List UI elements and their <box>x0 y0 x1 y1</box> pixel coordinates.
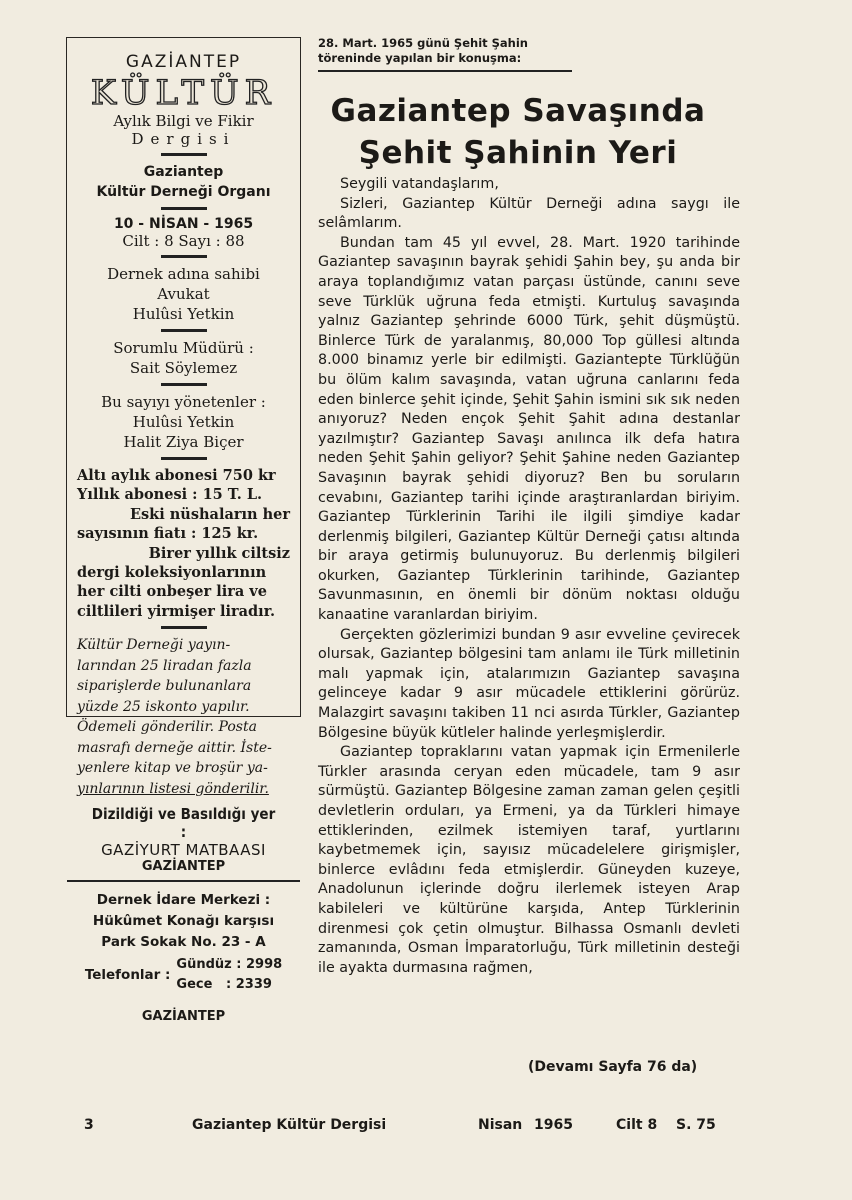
footer-issue: S. 75 <box>676 1117 716 1133</box>
divider <box>161 153 207 156</box>
phone-label: Telefonlar : <box>84 966 171 983</box>
article-body <box>318 175 740 978</box>
footer-year: 1965 <box>534 1117 573 1133</box>
divider <box>161 457 207 460</box>
divider <box>161 207 207 210</box>
printer-name: GAZİYURT MATBAASI <box>101 841 266 860</box>
paragraph: Bundan tam 45 yıl evvel, 28. Mart. 1920 tarihinde Gaziantep savaşının bayrak şehidi Şahin bey, şu anda bir araya toplandığımız vatan parçası üstünde, canını seve seve Türklük uğruna feda etmişti. Kurtuluş savaşında yalnız Gaziantep şehrinde 6000 Türk, şehit düşmüştü. Binlerce Türk de yaralanmış, 80,000 Top güllesi altında 8.000 binamız yerle bir edilmişti. Gaziantepte Türklüğün bu ölüm kalım savaşında, vatan uğruna canlarını feda eden binlerce şehit içinde, Şehit Şahin ismini sık sık neden anıyoruz? Neden ençok Şehit Şahit adına destanlar yazılmıştır? Gaziantep Savaşı anılınca ilk defa hatıra neden Şehit Şahin geliyor? Şehit Şahine neden Gaziantep Savaşının bayrak şehidi diyoruz? Ben bu soruların cevabını, Gaziantep tarihi içinde araştıranlardan biriyim. Gaziantep Türklerinin Tarihi ile ilgili şimdiye kadar derlenmiş bilgileri, Gaziantep Kültür Derneği çatısı altında bir araya getirmiş bulunuyoruz. Bu derlenmiş bilgileri okurken, Gaziantep Türklerinin tarihinde, Gaziantep Savunmasının, en önemli bir dönüm noktası olduğu kanaatine varanlardan biriyim. <box>318 234 740 624</box>
masthead-city: GAZİANTEP <box>125 52 242 72</box>
owner-title: Avukat <box>157 285 210 303</box>
phone-night: Gece : 2339 <box>176 976 272 992</box>
printed-at-label: Dizildiği ve Basıldığı yer : <box>91 805 276 842</box>
subscription-line: Birer yıllık ciltsiz <box>148 544 290 562</box>
page-number: 3 <box>84 1117 94 1133</box>
subscription-line: ciltlileri yirmişer liradır. <box>77 602 276 620</box>
divider <box>161 383 207 386</box>
managers-label: Bu sayıyı yönetenler : <box>101 393 266 411</box>
footer-volume: Cilt 8 <box>616 1117 658 1133</box>
subscription-line: Eski nüshaların her <box>129 505 290 523</box>
bottom-city: GAZİANTEP <box>141 1008 226 1024</box>
manager-name: Hulûsi Yetkin <box>132 413 235 431</box>
hq-line: Park Sokak No. 23 - A <box>101 933 266 950</box>
editor-name: Sait Söylemez <box>129 359 238 377</box>
article-headline <box>318 90 718 174</box>
footer-month: Nisan <box>478 1117 523 1133</box>
paragraph: Seygili vatandaşlarım, <box>340 176 499 192</box>
divider <box>318 70 572 72</box>
phones <box>77 955 290 995</box>
divider <box>161 329 207 332</box>
headline-line: Gaziantep Savaşında <box>330 93 706 129</box>
divider <box>161 626 207 629</box>
hq-line: Dernek İdare Merkezi : <box>96 891 271 908</box>
note-line: siparişlerde bulunanlara <box>77 678 252 695</box>
note-line: yınlarının listesi gönderilir. <box>77 780 269 797</box>
subscription-line: her cilti onbeşer lira ve <box>77 583 267 601</box>
subscription-line: Altı aylık abonesi 750 kr <box>77 467 276 484</box>
note-line: Ödemeli gönderilir. Posta <box>77 719 257 736</box>
paragraph: Gaziantep topraklarını vatan yapmak için Ermenilerle Türkler arasında ceryan eden mücadele, tam 9 asır sürmüştü. Gaziantep Bölgesine zaman zaman gelen çeşitli devletlerin orduları, ya Ermeni, ya da Türkleri himaye ettiklerinden, ezilmek istemiyen taraf, yurtlarını kaybetmemek için, sayısız mücadelelere girişmişler, binlerce evlâdını feda etmişlerdir. Güneyden kuzeye, Anadolunun içlerinde doğru ilerlemek isteyen Arap kabileleri ve kültürüne karşıda, Antep Türklerinin direnmesi çok çetin olmuştur. Bilhassa Osmanlı devleti zamanında, Osman İmparatorluğu, Türk milletinin desteği ile ayakta durmasına rağmen, <box>318 744 740 976</box>
note-line: yenlere kitap ve broşür ya- <box>77 760 268 777</box>
printer-city: GAZİANTEP <box>141 859 226 875</box>
owner-label: Dernek adına sahibi <box>107 265 260 283</box>
journal-name: Gaziantep Kültür Dergisi <box>192 1117 387 1133</box>
issue-date: 10 - NİSAN - 1965 <box>113 216 254 232</box>
speech-intro <box>318 36 570 66</box>
manager-name: Halit Ziya Biçer <box>123 433 244 451</box>
organization-line-2: Kültür Derneği Organı <box>96 184 271 200</box>
owner-name: Hulûsi Yetkin <box>132 305 235 323</box>
intro-line: 28. Mart. 1965 günü Şehit Şahin <box>318 36 528 50</box>
phone-day: Gündüz : 2998 <box>176 956 283 972</box>
hq-line: Hükûmet Konağı karşısı <box>92 912 275 929</box>
headline-line: Şehit Şahinin Yeri <box>358 135 678 171</box>
note-line: yüzde 25 iskonto yapılır. <box>77 698 250 715</box>
editor-label: Sorumlu Müdürü : <box>113 339 254 357</box>
subscription-line: sayısının fiatı : 125 kr. <box>77 525 259 543</box>
paragraph: Sizleri, Gaziantep Kültür Derneği adına saygı ile selâmlarım. <box>318 195 740 232</box>
discount-note <box>77 635 290 799</box>
volume-issue: Cilt : 8 Sayı : 88 <box>122 232 245 250</box>
note-line: Kültür Derneği yayın- <box>77 637 231 654</box>
note-line: masrafı derneğe aittir. İste- <box>77 739 272 756</box>
masthead-title: KÜLTÜR <box>90 73 277 113</box>
divider <box>67 880 300 882</box>
masthead-subtitle-2: Dergisi <box>131 130 236 148</box>
continued-note: (Devamı Sayfa 76 da) <box>528 1059 698 1075</box>
subscription-line: Yıllık abonesi : 15 T. L. <box>77 486 263 504</box>
masthead-box <box>66 37 301 1024</box>
masthead-subtitle: Aylık Bilgi ve Fikir <box>113 112 254 130</box>
intro-line: töreninde yapılan bir konuşma: <box>318 51 522 65</box>
subscription-info <box>77 466 290 621</box>
divider <box>161 255 207 258</box>
note-line: larından 25 liradan fazla <box>77 657 252 674</box>
subscription-line: dergi koleksiyonlarının <box>77 564 267 582</box>
paragraph: Gerçekten gözlerimizi bundan 9 asır evveline çevirecek olursak, Gaziantep bölgesini tam anlamı ile Türk milletinin malı yapmak için, atalarımızın Gaziantep savaşına gelinceye kadar 9 asır mücadele ettiklerini görürüz. Malazgirt savaşını takiben 11 nci asırda Türkler, Gaziantep Bölgesine büyük kütleler halinde yerleşmişlerdir. <box>318 626 740 741</box>
organization-line-1: Gaziantep <box>143 164 224 180</box>
